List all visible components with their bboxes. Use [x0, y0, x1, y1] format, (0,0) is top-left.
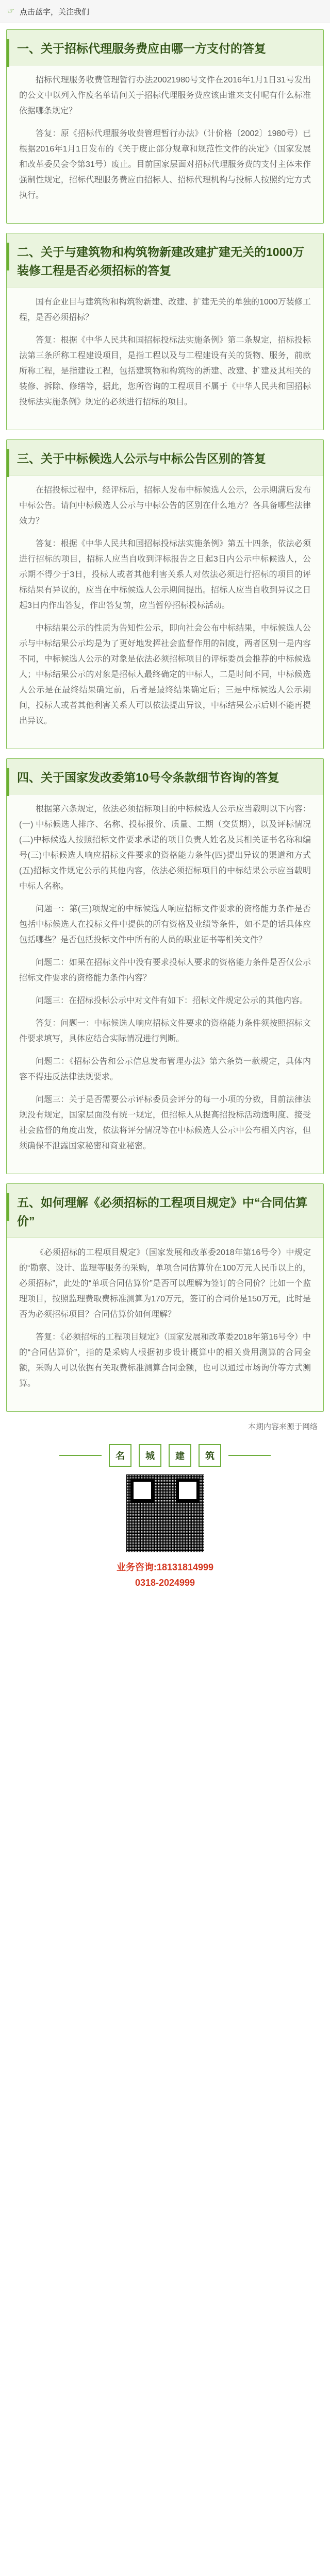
- qa-section-3: [6, 439, 324, 749]
- paragraph: 根据第六条规定，依法必须招标项目的中标候选人公示应当载明以下内容：(一) 中标候选人排序、名称、投标报价、质量、工期（交货期），以及评标情况(二)中标候选人按照招标文件要求承诺的项目负责人姓名及其相关证书名称和编号(三)中标候选人响应招标文件要求的资格能力条件(四)提出异议的渠道和方式(五)招标文件规定公示的其他内容，依法必须招标项目的中标结果公示应当载明中标人名称。: [19, 805, 311, 891]
- paragraph: 问题二：如果在招标文件中没有要求投标人要求的资格能力条件是否仅公示招标文件要求的资格能力条件内容？: [19, 958, 311, 982]
- paragraph: 答复：《必须招标的工程项目规定》（国家发展和改革委2018年第16号令）中的“合同估算价”，指的是采购人根据初步设计概算中的相关费用测算的合同金额，采购人可以依据有关取费标准测算合同金额，也可以通过市场询价等方式测算。: [19, 1333, 311, 1388]
- top-tip-bar: [0, 0, 330, 23]
- qa-body-4: [7, 794, 323, 1174]
- qr-code-icon: [126, 1474, 204, 1552]
- footer-card: [3, 1444, 327, 1606]
- qa-header-5: [7, 1184, 323, 1238]
- paragraph: 问题三：在招标投标公示中对文件有如下：招标文件规定公示的其他内容。: [36, 996, 308, 1005]
- paragraph: 招标代理服务收费管理暂行办法20021980号文件在2016年1月1日31号发出的公文中以列入作废名单请问关于招标代理服务费应该由谁来支付呢有什么标准依据哪条规定？: [19, 76, 311, 115]
- qa-title-5: 五、如何理解《必须招标的工程项目规定》中“合同估算价”: [17, 1196, 308, 1228]
- qa-title-3: 三、关于中标候选人公示与中标公告区别的答复: [17, 452, 266, 465]
- qa-body-5: [7, 1238, 323, 1411]
- qa-title-1: 一、关于招标代理服务费应由哪一方支付的答复: [17, 42, 266, 55]
- qa-section-4: [6, 758, 324, 1174]
- brand-line-right: [228, 1455, 271, 1456]
- brand-char-4: 筑: [199, 1444, 221, 1467]
- source-note: 本期内容来源于网络: [248, 1422, 318, 1431]
- consult-phone: 业务咨询:18131814999: [116, 1562, 214, 1572]
- brand-char-2: 城: [139, 1444, 161, 1467]
- brand-char-3: 建: [169, 1444, 191, 1467]
- paragraph: 答复：原《招标代理服务收费管理暂行办法》（计价格〔2002〕1980号）已根据2016年1月1日发布的《关于废止部分规章和规范性文件的决定》（国家发展和改革委员会令第31号）废止。目前国家层面对招标代理服务费的支付主体未作强制性规定，招标代理服务费应由招标人、招标代理机构与投标人按照约定方式执行。: [19, 129, 311, 200]
- qa-section-2: [6, 233, 324, 430]
- qa-header-3: [7, 440, 323, 476]
- brand-row: [3, 1444, 327, 1467]
- qa-header-1: [7, 30, 323, 65]
- qa-header-4: [7, 759, 323, 794]
- qa-body-2: [7, 287, 323, 430]
- qa-section-1: [6, 29, 324, 224]
- paragraph: 答复：根据《中华人民共和国招标投标法实施条例》第二条规定，招标投标法第三条所称工程建设项目，是指工程以及与工程建设有关的货物、服务，前款所称工程，是指建设工程，包括建筑物和构筑物的新建、改建、扩建及其相关的装修、拆除、修缮等，据此，您所咨询的工程项目不属于《中华人民共和国招标投标法实施条例》规定的必须进行招标的项目。: [19, 336, 311, 406]
- paragraph: 在招投标过程中，经评标后，招标人发布中标候选人公示，公示期满后发布中标公告。请问中标候选人公示与中标公告的区别在什么地方？各具备哪些法律效力？: [19, 486, 311, 526]
- paragraph: 答复：问题一：中标候选人响应招标文件要求的资格能力条件须按照招标文件要求填写，具体应结合实际情况进行判断。: [19, 1019, 311, 1043]
- qa-section-5: [6, 1183, 324, 1412]
- paragraph: 中标结果公示的性质为告知性公示，即向社会公布中标结果，中标候选人公示与中标结果公示均是为了更好地发挥社会监督作用的制度，两者区别一是内容不同，中标候选人公示的对象是依法必须招标项目的评标委员会推荐的中标候选人；中标结果公示的对象是招标人最终确定的中标人，二是时间不同，中标候选人公示是在最终结果确定前，后者是最终结果确定后；三是中标候选人公示期间，投标人或者其他利害关系人可以依法提出异议，中标结果公示后则不能再提出异议。: [19, 624, 311, 725]
- hand-pointer-icon: ☞: [7, 7, 15, 15]
- brand-char-1: 名: [109, 1444, 131, 1467]
- paragraph: 《必须招标的工程项目规定》（国家发展和改革委2018年第16号令）中规定的“勘察、设计、监理等服务的采购，单项合同估算价在100万元人民币以上的，必须招标”，此处的“单项合同估算价”是否可以理解为签订的合同价？比如一个监理项目，按照监理费取费标准测算为170万元，签订的合同价是150万元，此时是否为必须招标项目？合同估算价如何理解？: [19, 1248, 311, 1319]
- qa-body-3: [7, 476, 323, 749]
- paragraph: 问题三：关于是否需要公示评标委员会评分的每一小项的分数，目前法律法规没有规定，国家层面没有统一规定，但招标人从提高招投标活动透明度、接受社会监督的角度出发，依法将评分情况等在中标候选人公示中公布相关内容，但须确保不泄露国家秘密和商业秘密。: [19, 1095, 311, 1150]
- paragraph: 问题二：《招标公告和公示信息发布管理办法》第六条第一款规定，具体内容不得违反法律法规要求。: [19, 1057, 311, 1081]
- paragraph: 问题一：第(三)项规定的中标候选人响应招标文件要求的资格能力条件是否包括中标候选人在投标文件中提供的所有资格及业绩等条件，如不是的话具体应包括哪些？是否包括投标文件中所有的人员的职业证书等相关文件？: [19, 905, 311, 944]
- brand-line-left: [59, 1455, 102, 1456]
- qa-header-2: [7, 233, 323, 287]
- qa-title-2: 二、关于与建筑物和构筑物新建改建扩建无关的1000万装修工程是否必须招标的答复: [17, 245, 305, 277]
- consult-telephone: 0318-2024999: [135, 1578, 195, 1588]
- qa-title-4: 四、关于国家发改委第10号令条款细节咨询的答复: [17, 771, 279, 784]
- qa-body-1: [7, 65, 323, 223]
- paragraph: 答复：根据《中华人民共和国招标投标法实施条例》第五十四条，依法必须进行招标的项目，招标人应当自收到评标报告之日起3日内公示中标候选人，公示期不得少于3日，投标人或者其他利害关系人对依法必须进行招标的项目的评标结果有异议的，应当在中标候选人公示期间提出。招标人应当自收到异议之日起3日内作出答复，作出答复前，应当暂停招标投标活动。: [19, 539, 311, 610]
- paragraph: 国有企业目与建筑物和构筑物新建、改建、扩建无关的单独的1000万装修工程，是否必须招标？: [19, 298, 311, 322]
- top-tip-text: 点击蓝字，关注我们: [20, 7, 90, 16]
- article-content: [0, 29, 330, 1606]
